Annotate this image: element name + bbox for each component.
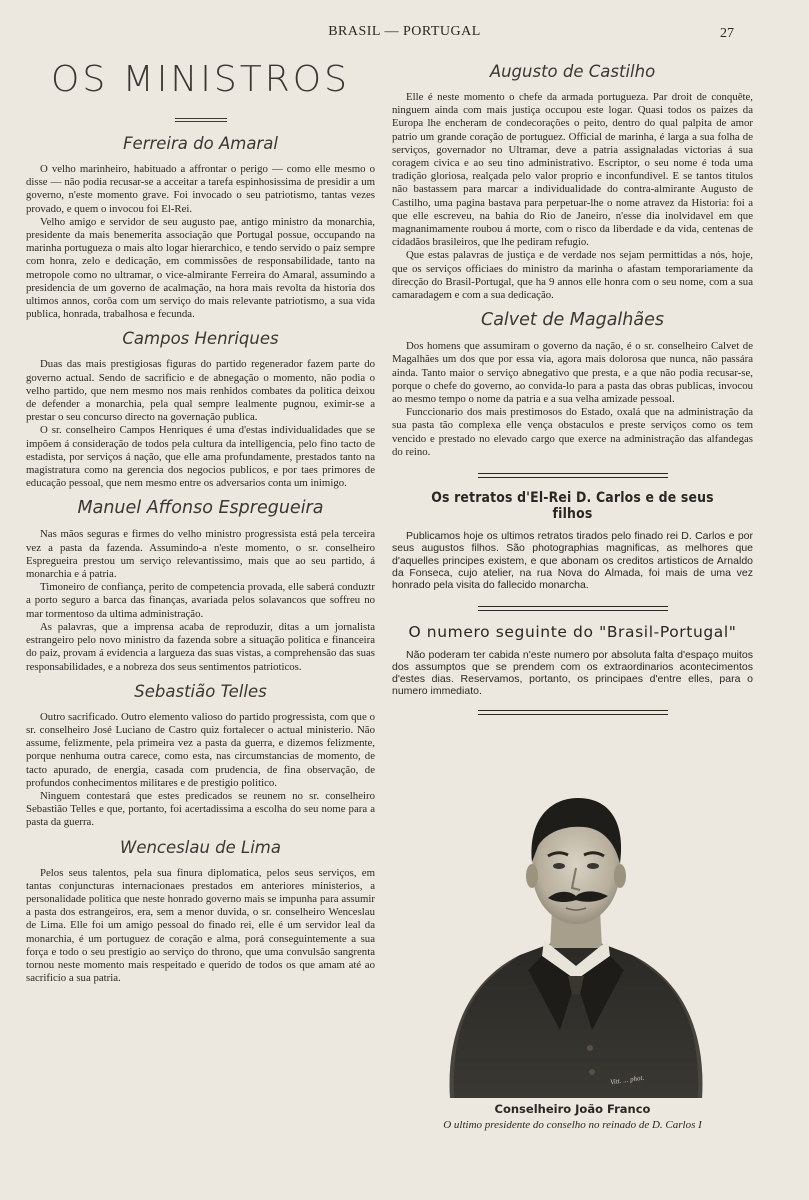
paragraph: Velho amigo e servidor de seu augusto pae, antigo ministro da monarchia, presidente da mais benemerita associação que Portugal possue, occupando na marinha portugueza o mais alto logar hierarchico, e tendo servido o paiz sempre com honra, zelo e dedicação, em commissões de responsabilidade, tanto na metropole como no ultramar, o vice-almirante Ferreira do Amaral, assumindo a presidencia de um governo de acalmação, na hora mais revolta da historia dos ultimos annos, corôa com um serviço do mais relevante patriotismo, a sua vida publica, honrada, trabalhosa e fecunda. (26, 215, 375, 321)
paragraph: Pelos seus talentos, pela sua finura diplomatica, pelos seus serviços, em tantas conjuncturas internacionaes prestados em anteriores ministerios, a personalidade politica que neste honrado governo mais se impunha para assumir a pasta dos estrangeiros, era, sem a menor duvida, o sr. conselheiro Wenceslau de Lima. Elle foi um amigo pessoal do finado rei, elle é um servidor leal da monarchia, é um portuguez de coração e alma, porá conseguintemente a sua força e todo o seu prestigio ao serviço do throno, que uma convulsão sangrenta tornou neste momento mais respeitado e querido de todos os que amam até ao sacrificio a sua patria. (26, 866, 375, 985)
section-heading: Augusto de Castilho (489, 62, 656, 81)
section-calvet-de-magalhaes (392, 310, 753, 459)
notice-text: Publicamos hoje os ultimos retratos tirados pelo finado rei D. Carlos e por seus augustos filhos. São photographias magnificas, as melhores que d'aquelles principes existem, e que abonam os creditos artisticos de Arnaldo da Fonseca, cujo atelier, na rua Nova do Almada, foi mais de uma vez honrado pela visita do fallecido monarcha. (392, 530, 753, 592)
photographer-signature: Vitt. ... phot. (609, 1073, 645, 1087)
section-heading: Sebastião Telles (134, 681, 267, 701)
paragraph: Elle é neste momento o chefe da armada portugueza. Par droit de conquête, ninguem ainda com mais justiça occupou este logar. Quasi todos os paizes da Europa lhe encheram de condecorações o peito, dentro do qual palpita de amor patrio um grande coração de portuguez. Official de marinha, é larga a sua folha de serviços, governador no Ultramar, deve a patria assignaladas victorias á sua coragem civica e ao seu tino administrativo. Escriptor, o seu nome é toda uma tradição gloriosa, realçada pelo valor proprio e inconfundivel. E se tantos titulos não bastassem para marcar a individualidade do contra-almirante Augusto de Castilho, uma pagina bastava para perpetuar-lhe o nome atravez da Historia: foi a que elle escreveu, na bahia do Rio de Janeiro, n'esse dia inolvidavel em que magnanimamente roubou á morte, com o risco da liberdade e da vida, centenas de cidadãos brasileiros, que lhe pediram refugio. (392, 91, 753, 249)
paragraph: Ninguem contestará que estes predicados se reunem no sr. conselheiro Sebastião Telles e que, portanto, foi acertadissima a escolha do seu nome para a pasta da guerra. (26, 789, 375, 829)
section-heading: Ferreira do Amaral (123, 134, 278, 153)
portrait-caption: O ultimo presidente do conselho no reinado de D. Carlos I (443, 1119, 702, 1131)
paragraph: Outro sacrificado. Outro elemento valioso do partido progressista, com que o sr. conselheiro José Luciano de Castro quiz fortalecer o actual ministerio. Não assume, felizmente, pela primeira vez a pasta da guerra, e dizemos felizmente, porque nenhuma outra carece, como esta, nas circumstancias de momento, de tacto apurado, de energia, casada com prudencia, de fina observação, de profundos conhecimentos militares e de prestigio politico. (26, 710, 375, 789)
notice-heading: Os retratos d'El-Rei D. Carlos e de seus filhos (431, 490, 714, 523)
paragraph: As palavras, que a imprensa acaba de reproduzir, ditas a um jornalista estrangeiro pelo novo ministro da fazenda sobre a situação politica e financeira do paiz, provam á evidencia a largueza das suas vistas, a comprehensão das suas responsabilidades, e a nobreza dos seus sentimentos patrioticos. (26, 620, 375, 673)
section-sebastiao-telles (26, 682, 375, 830)
notice-heading: O numero seguinte do "Brasil-Portugal" (408, 622, 737, 641)
page-number: 27 (720, 26, 734, 41)
left-column (26, 58, 375, 991)
portrait-photo (440, 780, 712, 1098)
portrait-name: Conselheiro João Franco (494, 1102, 651, 1116)
paragraph: Timoneiro de confiança, perito de competencia provada, elle saberá conduztr a porto seguro a barca das finanças, avariada pelos solavancos que soffreu no mar tormentoso da ultima administração. (26, 581, 375, 620)
running-title: BRASIL — PORTUGAL (328, 24, 481, 39)
section-heading: Manuel Affonso Espregueira (77, 498, 324, 519)
section-wenceslau-de-lima (26, 838, 375, 986)
right-column (392, 58, 753, 727)
paragraph: Funccionario dos mais prestimosos do Estado, oxalá que na administração da sua pasta tão complexa elle vença obstaculos e preste serviços como os tem vencido e prestado no elevado cargo que exerce na administração das alfandegas do reino. (392, 406, 753, 458)
section-divider (478, 710, 668, 715)
section-augusto-de-castilho (392, 62, 753, 302)
section-heading: Wenceslau de Lima (120, 837, 281, 857)
notice-numero-seguinte (392, 623, 753, 698)
section-heading: Campos Henriques (122, 329, 279, 349)
section-manuel-affonso-espregueira (26, 498, 375, 673)
paragraph: O sr. conselheiro Campos Henriques é uma d'estas individualidades que se impõem á consideração de todos pela cultura da intelligencia, pelo fino tacto de estadista, por serviços á nação, que elle ama profundamente, prestados tanto na magistratura como na gerencia dos negocios publicos, e por taes primores de educação pessoal, que nem mesmo entre os adversarios conta um inimigo. (26, 424, 375, 490)
notice-text: Não poderam ter cabida n'este numero por absoluta falta d'espaço muitos dos assumptos que se prendem com os extraordinarios acontecimentos d'estes dias. Reservamos, portanto, os principaes d'entre elles, para o numero immediato. (392, 648, 753, 698)
portrait-illustration (440, 780, 712, 1098)
paragraph: O velho marinheiro, habituado a affrontar o perigo — como elle mesmo o disse — não podia recusar-se a acceitar a tarefa espinhosissima de presidir a um governo, n'este momento grave. Foi invocado o seu patriotismo, tantas vezes provado, e quem o invocou foi El-Rei. (26, 163, 375, 215)
paragraph: Duas das mais prestigiosas figuras do partido regenerador fazem parte do governo actual. Sendo de sacrificio e de abnegação o momento, não podia o velho partido, que nem mesmo nos mais renhidos combates da politica deixou de defender a monarchia, pela qual sempre lealmente pugnou, eximir-se a prestar o seu concurso directo na governação publica. (26, 358, 375, 424)
notice-retratos (392, 490, 753, 591)
paragraph: Dos homens que assumiram o governo da nação, é o sr. conselheiro Calvet de Magalhães um dos que por essa via, agora mais dolorosa que nunca, não passára ainda. Tanto maior o serviço abnegativo que presta, e a que não podia recusar-se, porque o chefe do governo, ao convida-lo para a pasta das obras publicas, invocou ao mesmo tempo o nome da patria e a sua velha amizade pessoal. (392, 340, 753, 406)
paragraph: Que estas palavras de justiça e de verdade nos sejam permittidas a nós, hoje, que os serviços officiaes do ministro da marinha o afastam temporariamente da direcção do Brasil-Portugal, que ha 9 annos elle honra com o seu nome, com a sua camaradagem e com a sua dedicação. (392, 249, 753, 302)
paragraph: Nas mãos seguras e firmes do velho ministro progressista está pela terceira vez a pasta da fazenda. Assumindo-a n'este momento, o sr. conselheiro Espregueira prestou um serviço relevantissimo, mais que ao seu partido, á monarchia e á patria. (26, 528, 375, 581)
title-divider (175, 118, 227, 122)
section-heading: Calvet de Magalhães (480, 310, 664, 331)
section-campos-henriques (26, 329, 375, 490)
section-divider (478, 606, 668, 611)
article-title: OS MINISTROS (51, 59, 350, 100)
section-divider (478, 473, 668, 478)
section-ferreira-do-amaral (26, 134, 375, 321)
